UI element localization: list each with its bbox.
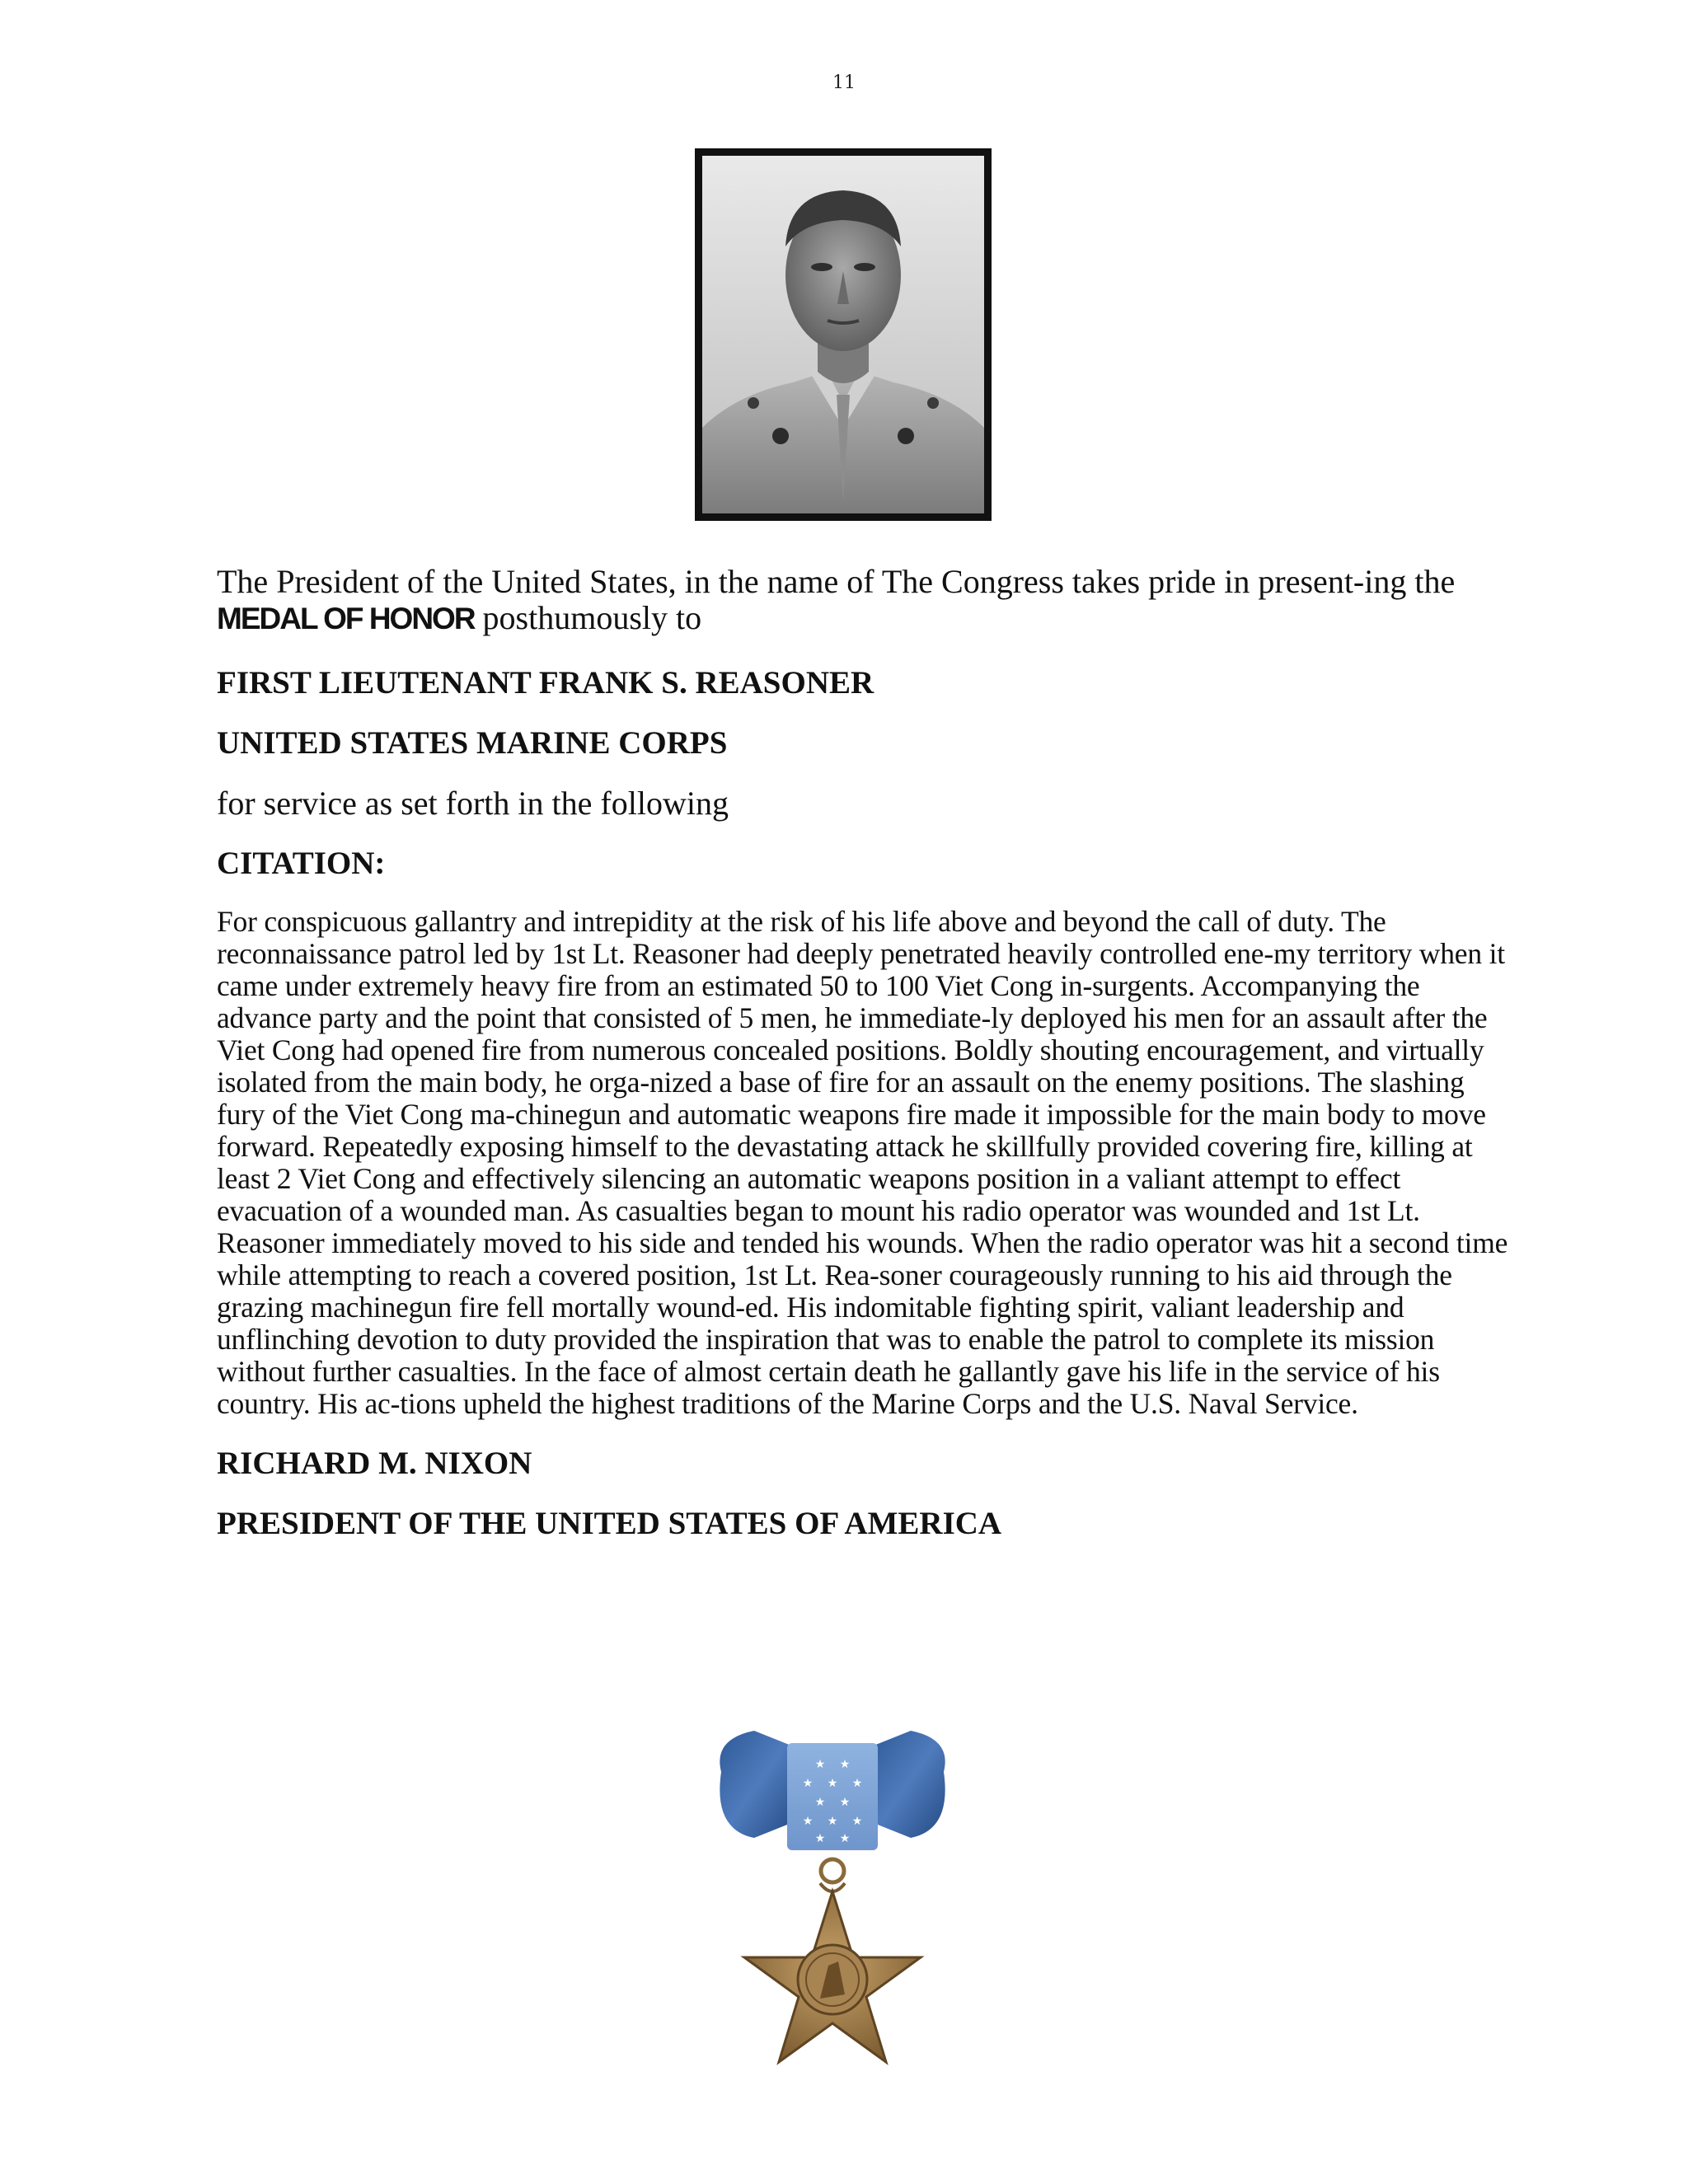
svg-text:★: ★: [814, 1796, 826, 1809]
medal-of-honor-text: MEDAL OF HONOR: [217, 602, 475, 635]
portrait-photo: [695, 148, 992, 521]
medal-of-honor-image: [705, 1722, 960, 2110]
svg-text:★: ★: [827, 1777, 838, 1790]
portrait-photo-icon: [702, 156, 984, 513]
page-number: 11: [832, 73, 856, 93]
svg-text:★: ★: [851, 1777, 863, 1790]
citation-heading: CITATION:: [217, 846, 386, 881]
svg-text:★: ★: [839, 1832, 851, 1845]
citation-document: [217, 564, 1511, 1566]
svg-text:★: ★: [814, 1832, 826, 1845]
intro-text-before: The President of the United States, in the name of The Congress takes pride in present-ing the: [217, 563, 1456, 600]
svg-text:★: ★: [814, 1758, 826, 1771]
svg-text:★: ★: [802, 1815, 814, 1828]
signature-title: PRESIDENT OF THE UNITED STATES OF AMERICA: [217, 1506, 1002, 1541]
svg-text:★: ★: [802, 1777, 814, 1790]
svg-text:★: ★: [839, 1758, 851, 1771]
recipient-branch: UNITED STATES MARINE CORPS: [217, 725, 728, 761]
svg-text:★: ★: [827, 1815, 838, 1828]
intro-paragraph: [217, 564, 1511, 637]
medal-of-honor-icon: [705, 1722, 960, 2110]
service-line: for service as set forth in the following: [217, 785, 729, 822]
signature-name: RICHARD M. NIXON: [217, 1446, 532, 1481]
citation-body: For conspicuous gallantry and intrepidity at the risk of his life above and beyond the call of duty. The reconnaissance patrol led by 1st Lt. Reasoner had deeply penetrated heavily controlled ene-my territory when it came under extremely heavy fire from an estimated 50 to 100 Viet Cong in-surgents. Accompanying the advance party and the point that consisted of 5 men, he immediate-ly deployed his men for an assault after the Viet Cong had opened fire from numerous concealed positions. Boldly shouting encouragement, and virtually isolated from the main body, he orga-nized a base of fire for an assault on the enemy positions. The slashing fury of the Viet Cong ma-chinegun and automatic weapons fire made it impossible for the main body to move forward. Repeatedly exposing himself to the devastating attack he skillfully provided covering fire, killing at least 2 Viet Cong and effectively silencing an automatic weapons position in a valiant attempt to effect evacuation of a wounded man. As casualties began to mount his radio operator was wounded and 1st Lt. Reasoner immediately moved to his side and tended his wounds. When the radio operator was hit a second time while attempting to reach a covered position, 1st Lt. Rea-soner courageously running to his aid through the grazing machinegun fire fell mortally wound-ed. His indomitable fighting spirit, valiant leadership and unflinching devotion to duty provided the inspiration that was to enable the patrol to complete its mission without further casualties. In the face of almost certain death he gallantly gave his life in the service of his country. His ac-tions upheld the highest traditions of the Marine Corps and the U.S. Naval Service.: [217, 905, 1508, 1420]
svg-text:★: ★: [839, 1796, 851, 1809]
intro-text-after: posthumously to: [474, 599, 702, 636]
svg-text:★: ★: [851, 1815, 863, 1828]
recipient-name: FIRST LIEUTENANT FRANK S. REASONER: [217, 665, 874, 701]
